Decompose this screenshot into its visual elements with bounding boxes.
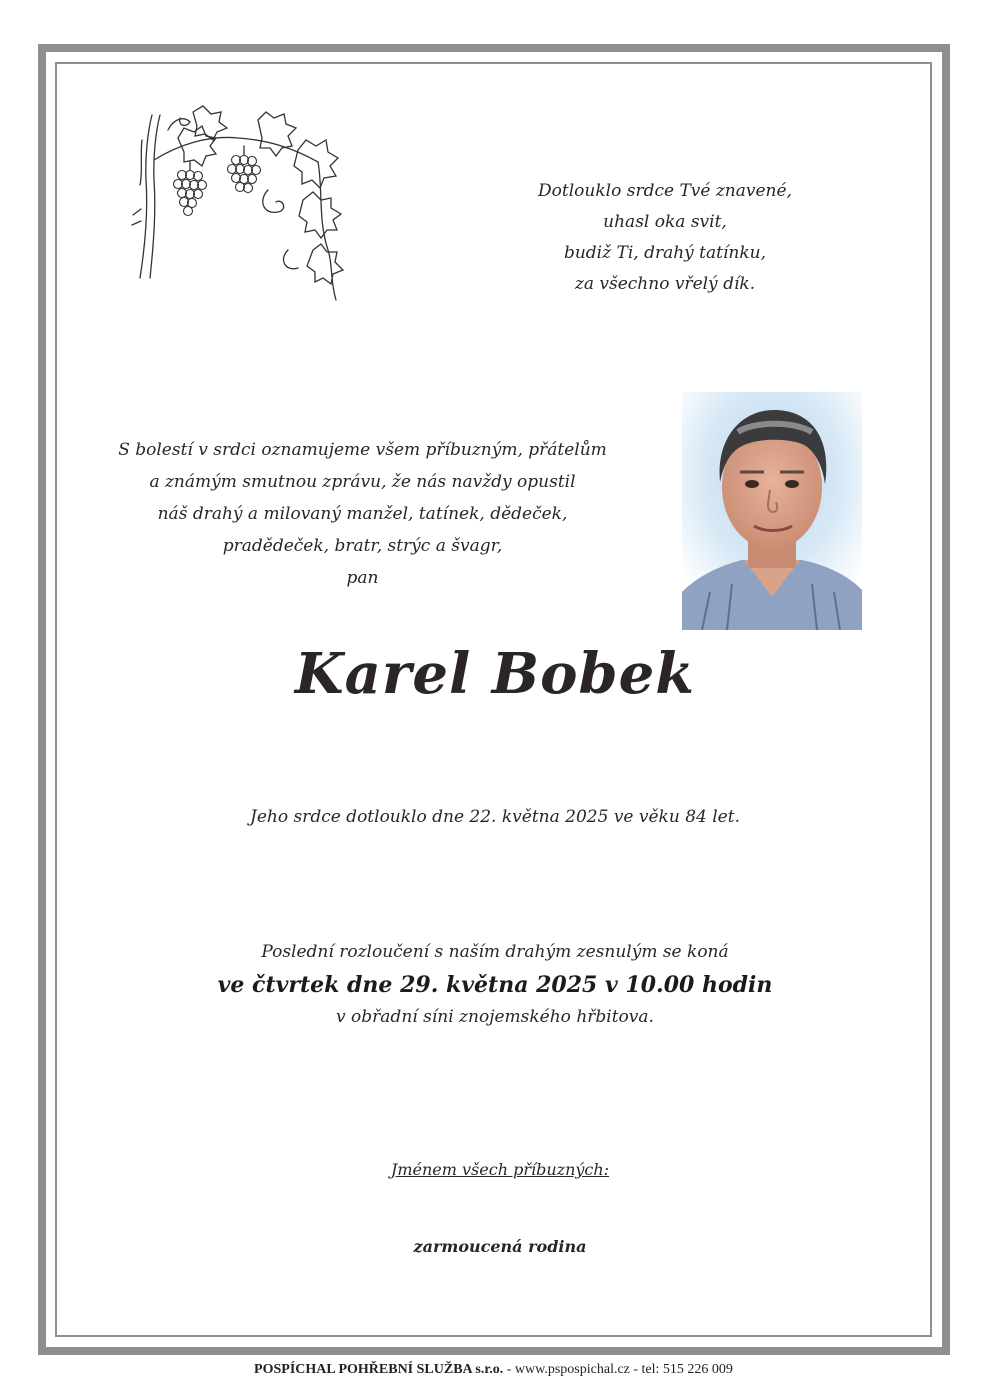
poem-line: za všechno vřelý dík.	[574, 274, 756, 294]
portrait-photo	[682, 392, 862, 630]
farewell-place: v obřadní síni znojemského hřbitova.	[336, 1007, 654, 1027]
farewell-info	[150, 938, 840, 1030]
farewell-date-time: ve čtvrtek dne 29. května 2025 v 10.00 hodin	[217, 972, 773, 998]
announcement	[90, 434, 635, 594]
deceased-name: Karel Bobek	[294, 641, 696, 707]
footer	[0, 1359, 987, 1381]
poem	[505, 176, 825, 300]
announcement-line: náš drahý a milovaný manžel, tatínek, dědeček,	[157, 504, 568, 524]
farewell-intro: Poslední rozloučení s naším drahým zesnulým se koná	[261, 942, 729, 962]
announcement-line: pan	[346, 568, 379, 588]
announcement-line: pradědeček, bratr, strýc a švagr,	[222, 536, 503, 556]
signoff-label: Jménem všech příbuzných:	[390, 1160, 610, 1179]
announcement-line: S bolestí v srdci oznamujeme všem příbuzným, přátelům	[118, 440, 607, 460]
footer-company: POSPÍCHAL POHŘEBNÍ SLUŽBA s.r.o.	[254, 1362, 504, 1377]
death-notice: Jeho srdce dotlouklo dne 22. května 2025 ve věku 84 let.	[250, 807, 740, 827]
poem-line: uhasl oka svit,	[603, 212, 727, 232]
grapevine-icon	[118, 100, 358, 320]
announcement-line: a známým smutnou zprávu, že nás navždy opustil	[149, 472, 576, 492]
signoff-family: zarmoucená rodina	[413, 1237, 587, 1256]
poem-line: Dotlouklo srdce Tvé znavené,	[538, 181, 792, 201]
footer-contact: - www.pspospichal.cz - tel: 515 226 009	[503, 1362, 733, 1377]
poem-line: budiž Ti, drahý tatínku,	[563, 243, 767, 263]
